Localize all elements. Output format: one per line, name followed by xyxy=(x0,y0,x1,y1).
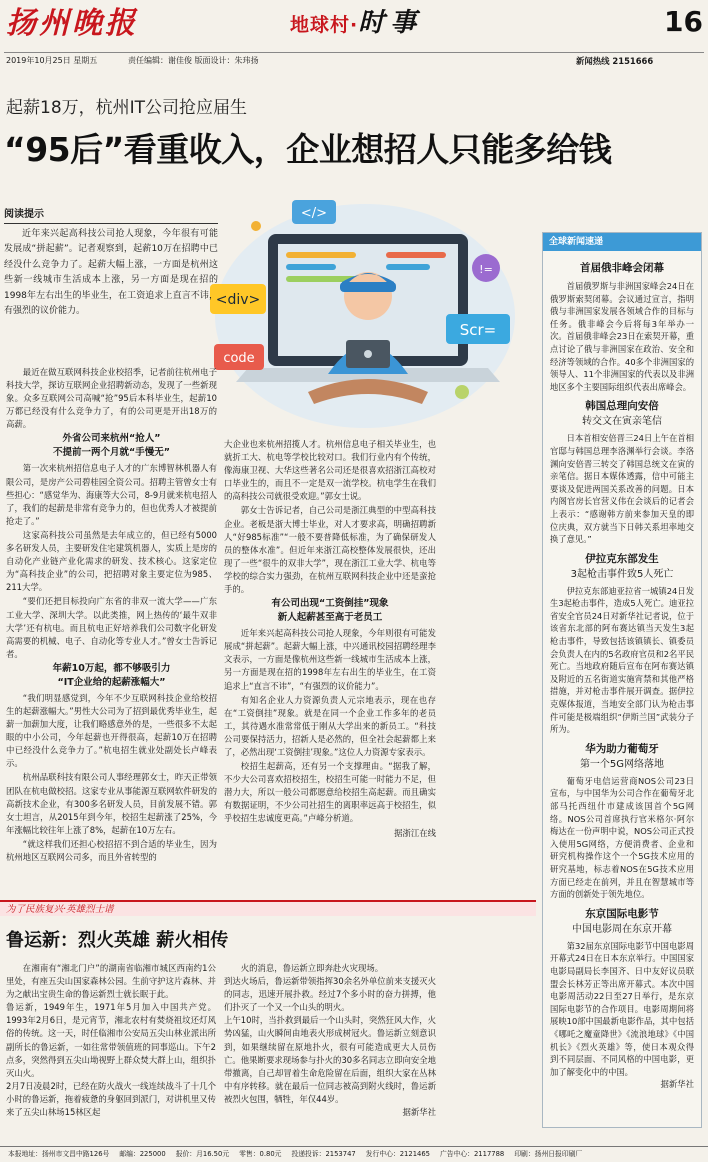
news-item-korea-japan xyxy=(550,399,694,545)
sidebar-body xyxy=(543,251,701,1125)
subhead-3b: 新人起薪甚至高于老员工 xyxy=(277,612,383,624)
subhead-1a: 外省公司来杭州“抢人” xyxy=(62,433,161,445)
subhead-2a: 年薪10万起，都不够吸引力 xyxy=(52,662,171,674)
article-paragraph: 这家高科技公司虽然是去年成立的，但已经有5000多名研发人员，主要研发住宅建筑机器人，实质上是房的自动化产业链产业化需求的研发、技术核心。这家定位为“高科技企业”的公司，把招聘对象主要定位为985、211大学。 xyxy=(6,529,217,593)
section-title-a: 地球村· xyxy=(290,14,359,36)
article-paragraph: “就这样我们还担心校招招不到合适的毕业生，因为杭州地区互联网公司多，而且外省转型的 xyxy=(6,838,217,862)
news-item-subtitle: 转交文在寅亲笔信 xyxy=(582,416,662,428)
hero-column-1: 在湘南有“湘北门户”的湖南省临湘市城区西南约1公里处，有座五尖山国家森林公园。生前守护这片森林、并为之献出宝贵生命的鲁运新烈士就长眠于此。 鲁运新，1949年生，1971年5月加入中国共产党。1993年2月6日，是元宵节，湘北农村有焚烧祖坟还灯风俗的传统。这一天，时任临湘市公安局五尖山林业派出所副所长的鲁运新，一如往常带领值班的同事巡山。下午2点多，突然得到五尖山坳视野上群众焚大群上山，组织扑灭山火。 2月7日凌晨2时，已经在防火战火一线连续战斗了十几个小时的鲁运新，拖着疲惫的身躯回到派门，对讲机里又传来了五尖山林场15林区起 xyxy=(6,963,216,1118)
news-item-subtitle: 中国电影周在东京开幕 xyxy=(572,923,672,935)
news-item-title: 东京国际电影节 xyxy=(585,907,659,920)
subhead-2b: “IT企业给的起薪涨幅大” xyxy=(57,676,166,688)
article-paragraph: 校招生起薪高，还有另一个支撑理由。“据我了解，不少大公司喜欢招校招生，校招生可能一时能力不足，但潜力大，所以一般公司都愿意给校招生高起薪。而且确实有数据证明，不少公司社招生的离职率远高于校招生，似乎校招生忠诚度更高。”卢峰分析道。 xyxy=(224,761,436,824)
footer-postcode: 邮编：225000 xyxy=(119,1150,166,1158)
article-paragraph: 近年来兴起高科技公司抢人现象，今年则很有可能发展成“拼起薪”。起薪大幅上涨，中兴通讯校园招聘经理李文表示，一方面是像杭州这些新一线城市生活成本上涨，另一方面是现在招的1998年左右出生的毕业生，在工资追求上“直言不讳”，“有强烈的议价能力”。 xyxy=(224,628,436,691)
article-source-credit: 据浙江在线 xyxy=(394,827,436,838)
headline-main: “95后”看重收入，企业想招人只能多给钱 xyxy=(4,130,612,169)
hero-source-credit: 据新华社 xyxy=(402,1107,436,1118)
lead-label: 阅读提示 xyxy=(4,208,218,224)
lead-text: 近年来兴起高科技公司抢人现象，今年很有可能发展成“拼起薪”。记者观察到，起薪10万在招聘中已经没什么竞争力了。起薪大幅上涨，一方面是杭州这些新一线城市生活成本上涨，另一方面是现在招的1998年左右出生的毕业生，在工资追求上直言不讳，有强烈的议价能力。 xyxy=(4,229,218,317)
footer-retail: 零售：0.80元 xyxy=(239,1150,282,1158)
footer-ads: 广告中心：2117788 xyxy=(440,1150,505,1158)
footer-printer: 印刷：扬州日报印刷厂 xyxy=(514,1150,583,1158)
news-item-subtitle: 3起枪击事件致5人死亡 xyxy=(570,568,674,580)
tag-neq: != xyxy=(479,263,493,276)
global-news-sidebar xyxy=(542,232,702,1128)
tag-slash: </> xyxy=(300,206,328,221)
illustration xyxy=(200,186,520,436)
newspaper-logo: 扬州晚报 xyxy=(6,6,138,41)
issue-date: 2019年10月25日 星期五 xyxy=(6,56,98,65)
hotline-number: 2151666 xyxy=(612,56,654,66)
article-paragraph: 杭州品联科技有限公司人事经理郭女士，昨天正带领团队在杭电做校招。这家专业从事能源互联网软件研发的高新技术企业，有300多名研发人员，目前发展不错。郭女士坦言，从2015年到今年，校招生起薪涨了25%，今年涨幅比较往年上涨了8%，起薪在10万左右。 xyxy=(6,772,217,835)
hero-column-2-text: 火的消息，鲁运新立即奔赴火灾现场。 到达火场后，鲁运新带领指挥30余名外单位前来支援灭火的同志，迅速开展扑救。经过7个多小时的奋力拼搏，他们扑灭了一个又一个山头的明火。 上午10时，当扑救到最后一个山头时，突然狂风大作，火势凶猛，山火瞬间由地表火形成树冠火。鲁运新立刻意识到，如果继续留在原地扑火，很有可能造成更大人员伤亡。他果断要求现场参与扑火的30多名同志立即向安全地带撤离，自己却冒着生命危险留在后面，组织大家在丛林中有序转移。就在最后一位同志被高到附火线时，鲁运新被烈火包围，牺牲，年仅44岁。 xyxy=(224,963,436,1104)
article-paragraph: 大企业也来杭州招揽人才。杭州信息电子相关毕业生，也就折工大、杭电等学校比较对口。我们行业内有个传统，像海康卫视、大华这些著名公司还是很喜欢招浙江高校对口毕业生的，而且不一定是双一流学校。杭电学生在我们的高科技公司就很受欢迎。”郭女士说。 xyxy=(224,439,436,502)
news-item-tokyo-film xyxy=(550,907,694,1092)
hero-banner-text: 为了民族复兴·英雄烈士谱 xyxy=(6,904,114,915)
masthead xyxy=(0,0,708,70)
news-item-body: 伊拉克东部迪亚拉省一城镇24日发生3起枪击事件，造成5人死亡。迪亚拉省安全官员24日对新华社记者说，位于该省东北部的阿布赛达镇当天发生3起枪击事件，导致包括该镇镇长、镇委员会负责人在内的5名政府官员和2名平民死亡。当地政府随后宣布在阿布赛达镇及附近的五名街道实施宵禁和其他严格措施，并对枪击事件展开调查。据伊拉克媒体报道，当地安全部门认为枪击事件可能是极端组织“伊斯兰国”武装分子所为。 xyxy=(550,585,694,735)
lead-box xyxy=(4,208,218,332)
article-paragraph: 最近在做互联网科技企业校招季，记者前往杭州电子科技大学，探访互联网企业招聘新动态，发现了一些新现象。众多互联网公司高喊“抢”95后本科毕业生，起薪10万都已经没有什么竞争力了，有的公司更是开出18万的高薪。 xyxy=(6,367,217,430)
section-title-b: 时事 xyxy=(358,8,423,38)
article-paragraph: 有知名企业人力资源负责人元宗地表示，现在也存在“工资倒挂”现象。就是在同一个企业工作多年的老员工，其待遇水准常常低于刚从大学出来的新员工。“科技公司要保持活力，招新人是必然的，但全社会起薪都上来了，必然出现‘工资倒挂’现象。”这位人力资源专家表示。 xyxy=(224,694,436,757)
news-item-iraq xyxy=(550,552,694,736)
tag-code: code xyxy=(223,351,255,366)
page-number: 16 xyxy=(664,5,703,38)
news-item-title: 首届俄非峰会闭幕 xyxy=(580,262,664,274)
sidebar-source-credit: 据新华社 xyxy=(660,1079,694,1090)
tag-div: <div> xyxy=(215,292,261,308)
news-item-body: 首届俄罗斯与非洲国家峰会24日在俄罗斯索契闭幕。会议通过宣言，指明俄与非洲国家发展各领域合作的目标与任务。俄非峰会今后将每3年举办一次。首届俄非峰会23日在索契开幕，重点讨论了俄与非洲国家在政治、安全和经济等领域的合作。40多个非洲国家的领导人、11个非洲国家的代表以及非洲地区多个主要国际组织代表出席峰会。 xyxy=(550,281,694,392)
news-item-title: 伊拉克东部发生 xyxy=(585,552,659,565)
programmer-laptop-illustration xyxy=(200,186,520,436)
footer-address: 本报地址：扬州市文昌中路126号 xyxy=(8,1150,110,1158)
footer-complaint: 投递投诉：2153747 xyxy=(291,1150,356,1158)
hero-headline: 鲁运新：烈火英雄 薪火相传 xyxy=(6,930,229,951)
subhead-1b: 不提前一两个月就“手慢无” xyxy=(53,447,170,459)
news-item-body: 葡萄牙电信运营商NOS公司23日宣布，与中国华为公司合作在葡萄牙北部马托西纽什市建成该国首个5G网络。NOS公司首席执行官米格尔·阿尔梅达在一份声明中说，NOS公司正式投入使用5G网络，方便消费者、企业和研究机构操作这个一个5G技术应用的研究基地，标志着NOS在5G技术应用方面已经走在前列，并且在智慧城市等方面的创新处于领先地位。 xyxy=(550,775,694,900)
article-paragraph: “我们明显感觉到，今年不少互联网科技企业给校招生的起薪涨幅大。”男性大公司为了招到最优秀毕业生，起薪一加薪加大度，让我们略感意外的是，一些很多不太起眼的中小公司，今年起薪也开得很高，起薪10万在招聘中已经没什么竞争力了。”杭电招生就业处副处长卢峰表示。 xyxy=(6,692,217,769)
article-paragraph: 第一次来杭州招信息电子人才的广东博智林机器人有限公司，是房产公司碧桂园全资公司。招聘主管曾女士有些担心：“感觉华为、海康等大公司，8-9月就来杭电招人了，我们的起薪是非常有竞争力的，但也优秀人才被提前抢走了。” xyxy=(6,463,217,526)
page-footer xyxy=(0,1146,708,1162)
news-hotline xyxy=(576,55,653,67)
news-item-title: 韩国总理向安倍 xyxy=(585,400,659,413)
hero-column-2 xyxy=(224,962,436,1146)
news-item-subtitle: 第一个5G网络落地 xyxy=(579,758,665,770)
footer-distribution: 发行中心：2121465 xyxy=(365,1150,430,1158)
news-item-russia-africa xyxy=(550,261,694,393)
article-column-1 xyxy=(6,366,217,890)
subhead-3a: 有公司出现“工资倒挂”现象 xyxy=(271,598,389,610)
sidebar-header-label: 全球新闻速递 xyxy=(549,237,604,247)
hotline-label: 新闻热线 xyxy=(576,56,610,66)
hero-banner xyxy=(0,900,536,916)
news-item-body: 日本首相安倍晋三24日上午在首相官邸与韩国总理李洛渊举行会谈。李洛渊向安倍晋三转交了韩国总统文在寅的亲笔信。据日本媒体透露，信中可能主要谈及促进两国关系改善的问题。日本内阁官房长官营义伟在会谈后的记者会上表示：“感谢韩方前来参加天皇的即位庆典，双方就当下日韩关系坦率地交换了意见。” xyxy=(550,433,694,545)
sidebar-header xyxy=(543,233,701,251)
tag-scr: Scr= xyxy=(459,321,497,339)
headline-kicker: 起薪18万，杭州IT公司抢应届生 xyxy=(6,98,248,118)
news-item-title: 华为助力葡萄牙 xyxy=(585,742,659,755)
news-item-huawei-5g xyxy=(550,742,694,901)
section-title xyxy=(290,6,422,43)
news-item-body: 第32届东京国际电影节中国电影周开幕式24日在日本东京举行。中国国家电影局副局长李国齐、日中友好议员联盟会长林芳正等出席开幕式。本次中国电影周活动22日至27日举行，是东京国际电影节的合作项目。电影周期间将展映10部中国最新电影作品，其中包括《哪吒之魔童降世》《流浪地球》《中国机长》《烈火英雄》等，使日本观众得到不同层面、不同风格的中国电影，更加了解变化中的中国。 xyxy=(550,940,694,1077)
dateline-rule xyxy=(4,52,704,53)
editor-credits: 责任编辑：谢佳俊 版面设计：朱玮扬 xyxy=(128,56,259,65)
article-paragraph: “要们还把目标投向广东省的非双一流大学——广东工业大学、深圳大学。以此类推，网上热传的‘最牛双非大学’还有杭电。而且杭电正好培养我们公司数字化研发高需要的机械、电子、自动化等专业人才。”曾女士告诉记者。 xyxy=(6,596,217,659)
article-column-2 xyxy=(224,438,436,890)
article-paragraph: 郭女士告诉记者，自己公司是浙江典型的中型高科技企业。老板是浙大博士毕业，对人才要求高，明确招聘新人“好985标准”“一般不要普降低标准，为了确保研发人员的整体水准”。但近年来浙江高校整体发展很快，还出现了一些“很牛的双非大学”，现在浙江工业大学、杭电等学校的综合实力强劲，在杭州互联网科技企业中还是蛮抢手的。 xyxy=(224,505,436,595)
footer-price: 报价：月16.50元 xyxy=(175,1150,230,1158)
